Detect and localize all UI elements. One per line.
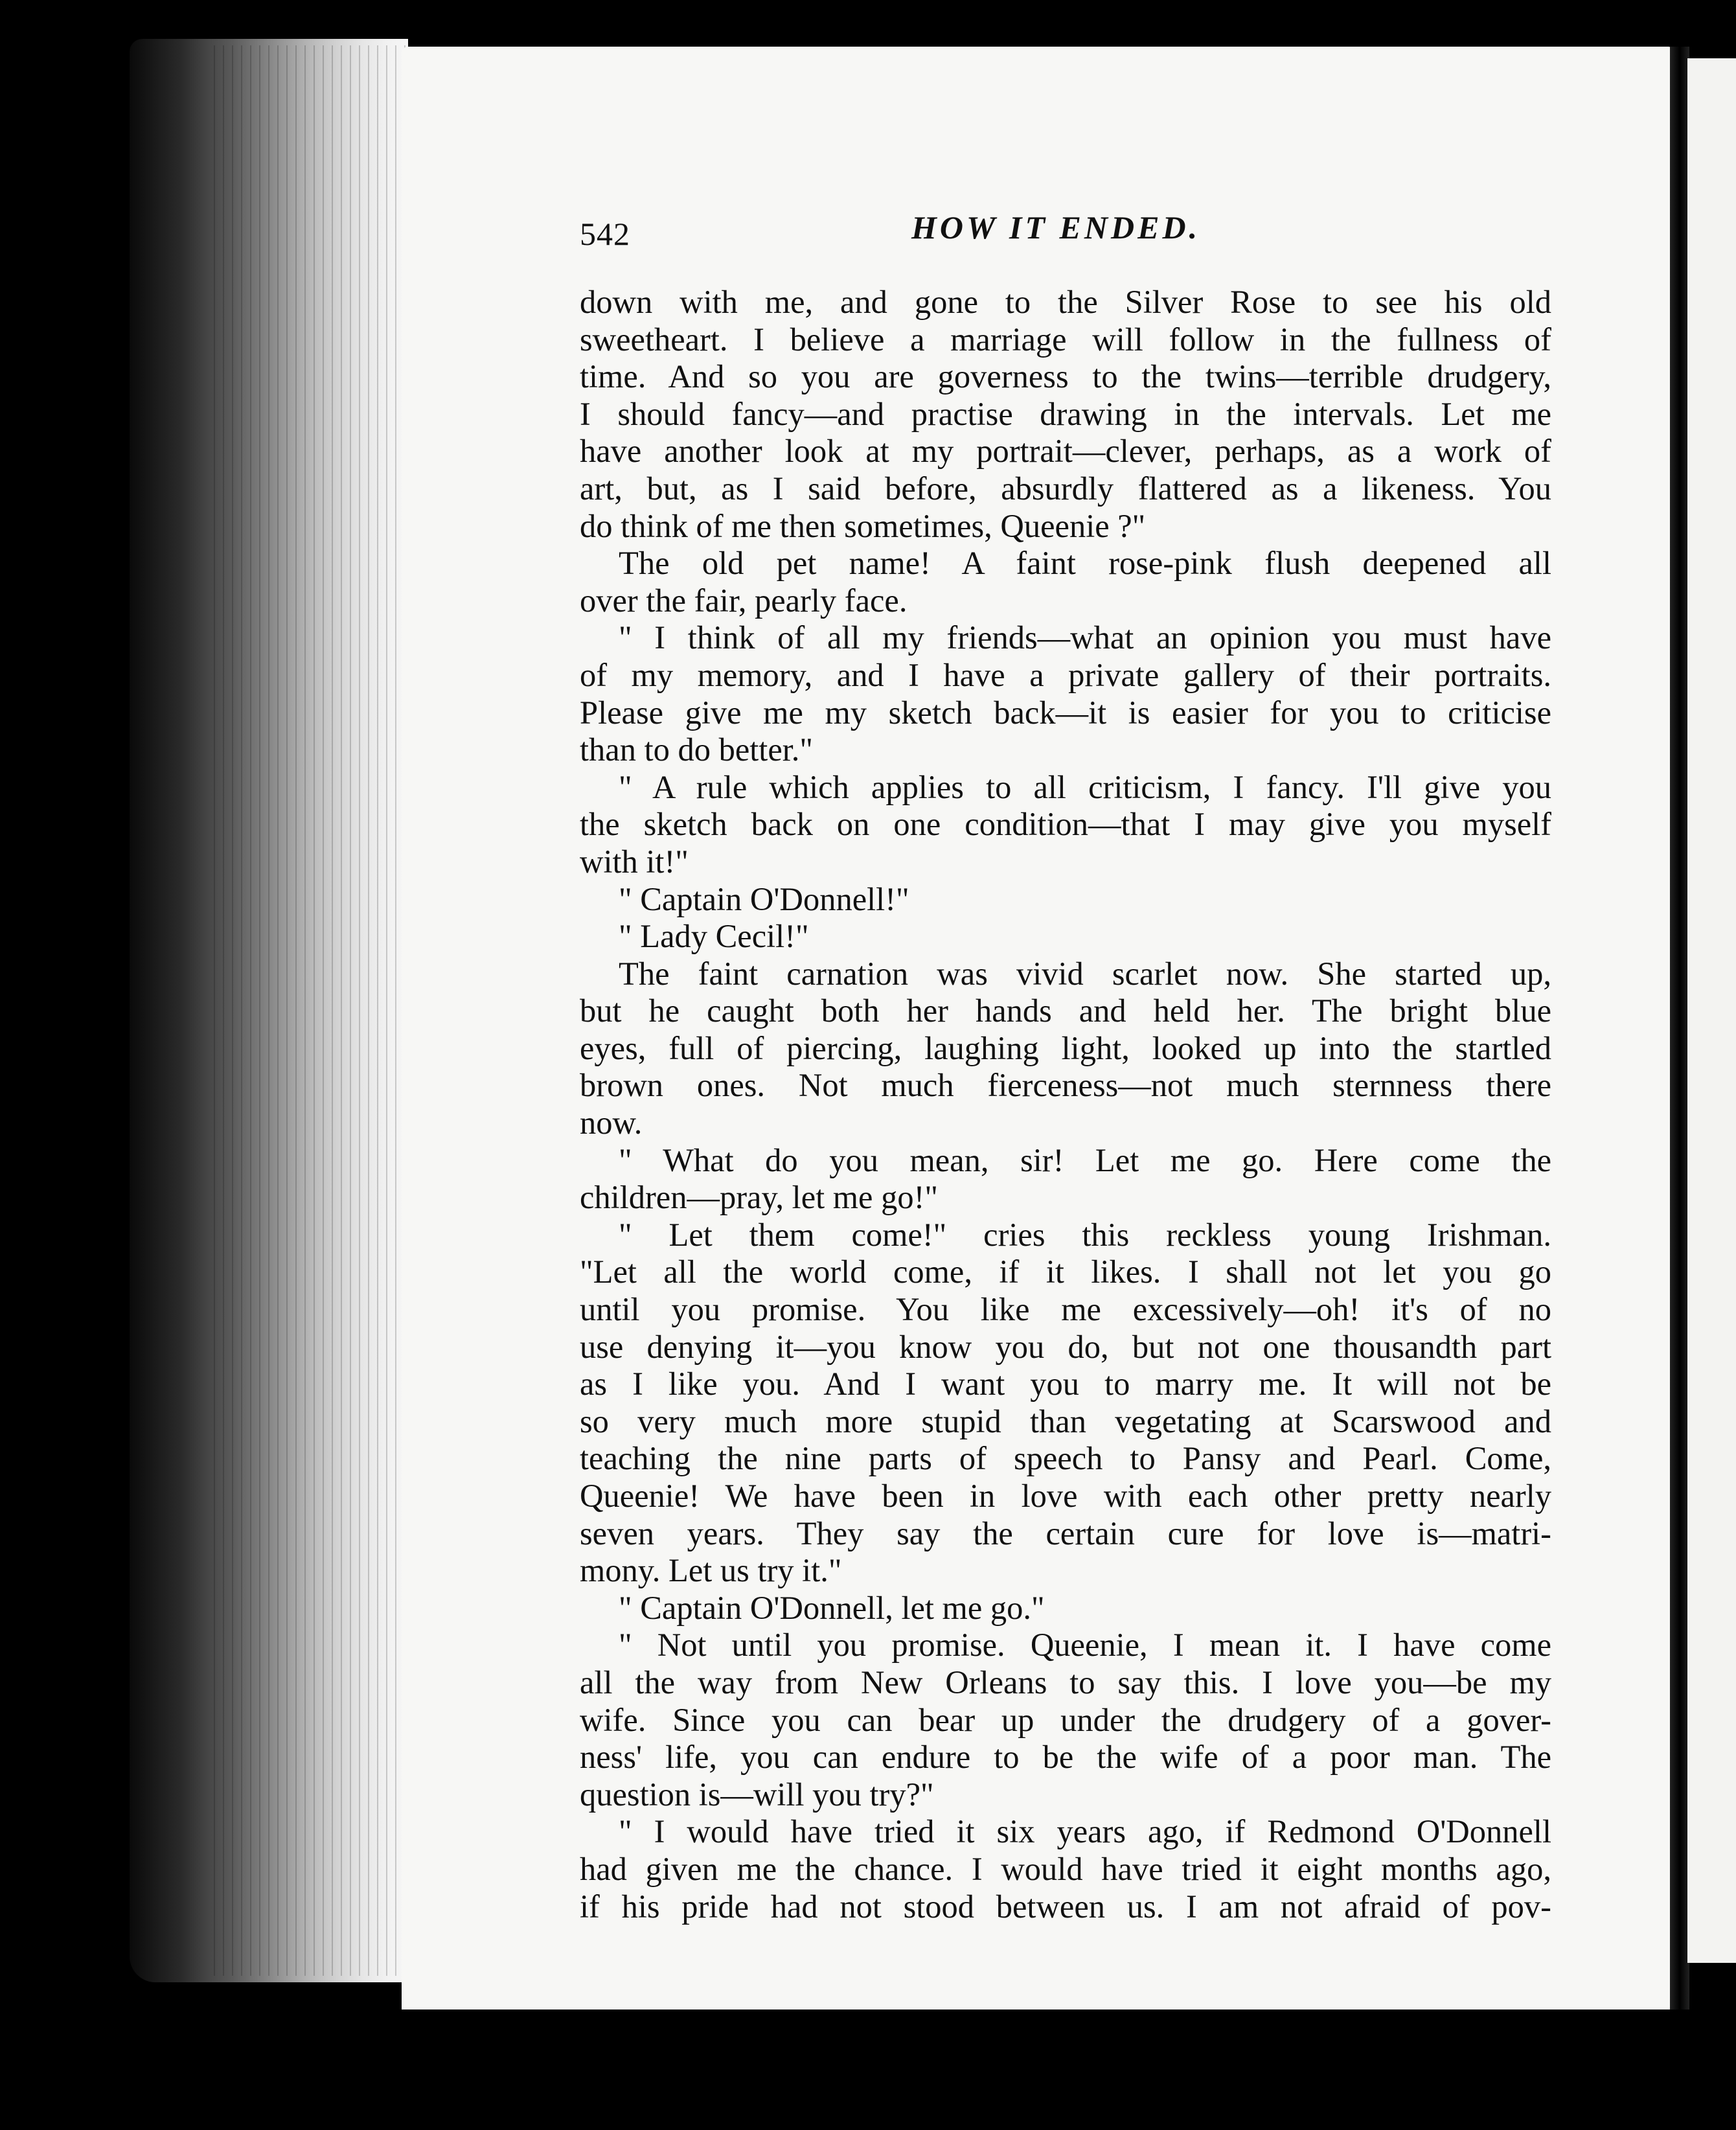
text-line: " Let them come!" cries this reckless young Irishman.	[619, 1216, 1551, 1253]
text-line: had given me the chance. I would have tried it eight months ago,	[580, 1850, 1551, 1887]
text-line: The old pet name! A faint rose-pink flush deepened all	[619, 545, 1551, 582]
text-line: as I like you. And I want you to marry me. It will not be	[580, 1366, 1551, 1403]
text-line: " Lady Cecil!"	[619, 918, 809, 955]
text-line: sweetheart. I believe a marriage will follow in the fullness of	[580, 321, 1551, 358]
page-number: 542	[580, 216, 630, 252]
text-line: do think of me then sometimes, Queenie ?"	[580, 507, 1146, 544]
text-line: now.	[580, 1105, 643, 1141]
text-line: if his pride had not stood between us. I am not afraid of pov-	[580, 1888, 1551, 1925]
text-line: so very much more stupid than vegetating at Scarswood and	[580, 1403, 1551, 1439]
text-line: question is—will you try?"	[580, 1776, 934, 1813]
page-header	[580, 209, 1551, 260]
text-line: " Captain O'Donnell!"	[619, 880, 909, 917]
text-line: wife. Since you can bear up under the drudgery of a gover-	[580, 1701, 1551, 1738]
text-line: but he caught both her hands and held her. The bright blue	[580, 992, 1551, 1029]
page-edge-lines	[214, 45, 408, 1976]
text-line: " I would have tried it six years ago, if Redmond O'Donnell	[619, 1813, 1551, 1850]
body-text	[580, 284, 1551, 1925]
text-line: have another look at my portrait—clever, perhaps, as a work of	[580, 433, 1551, 470]
text-line: brown ones. Not much fierceness—not much sternness there	[580, 1067, 1551, 1104]
book-gutter	[1670, 47, 1689, 2010]
text-line: ness' life, you can endure to be the wife of a poor man. The	[580, 1739, 1551, 1776]
text-line: " What do you mean, sir! Let me go. Here come the	[619, 1141, 1551, 1178]
text-line: seven years. They say the certain cure for love is—matri-	[580, 1515, 1551, 1552]
text-line: " A rule which applies to all criticism, I fancy. I'll give you	[619, 768, 1551, 805]
text-line: over the fair, pearly face.	[580, 582, 908, 619]
text-line: until you promise. You like me excessively—oh! it's of no	[580, 1291, 1551, 1328]
text-line: "Let all the world come, if it likes. I shall not let you go	[580, 1254, 1551, 1290]
text-line: down with me, and gone to the Silver Rose to see his old	[580, 284, 1551, 320]
text-line: " Not until you promise. Queenie, I mean it. I have come	[619, 1627, 1551, 1664]
text-line: time. And so you are governess to the twins—terrible drudgery,	[580, 358, 1551, 395]
text-line: Queenie! We have been in love with each other pretty nearly	[580, 1478, 1551, 1514]
text-line: with it!"	[580, 843, 689, 880]
text-line: all the way from New Orleans to say this. I love you—be my	[580, 1664, 1551, 1701]
text-line: mony. Let us try it."	[580, 1552, 842, 1589]
text-line: " I think of all my friends—what an opinion you must have	[619, 619, 1551, 656]
text-line: than to do better."	[580, 731, 814, 768]
text-line: teaching the nine parts of speech to Pansy and Pearl. Come,	[580, 1440, 1551, 1477]
text-line: art, but, as I said before, absurdly flattered as a likeness. You	[580, 470, 1551, 507]
text-line: the sketch back on one condition—that I may give you myself	[580, 806, 1551, 843]
text-line: use denying it—you know you do, but not one thousandth part	[580, 1328, 1551, 1365]
text-line: I should fancy—and practise drawing in the intervals. Let me	[580, 395, 1551, 432]
text-line: eyes, full of piercing, laughing light, looked up into the startled	[580, 1029, 1551, 1066]
text-line: of my memory, and I have a private gallery of their portraits.	[580, 656, 1551, 693]
text-line: Please give me my sketch back—it is easier for you to criticise	[580, 694, 1551, 731]
text-line: The faint carnation was vivid scarlet now. She started up,	[619, 955, 1551, 992]
next-page-sliver	[1687, 58, 1736, 1963]
text-line: children—pray, let me go!"	[580, 1179, 939, 1216]
running-title: HOW IT ENDED.	[911, 209, 1201, 246]
text-line: " Captain O'Donnell, let me go."	[619, 1589, 1045, 1626]
